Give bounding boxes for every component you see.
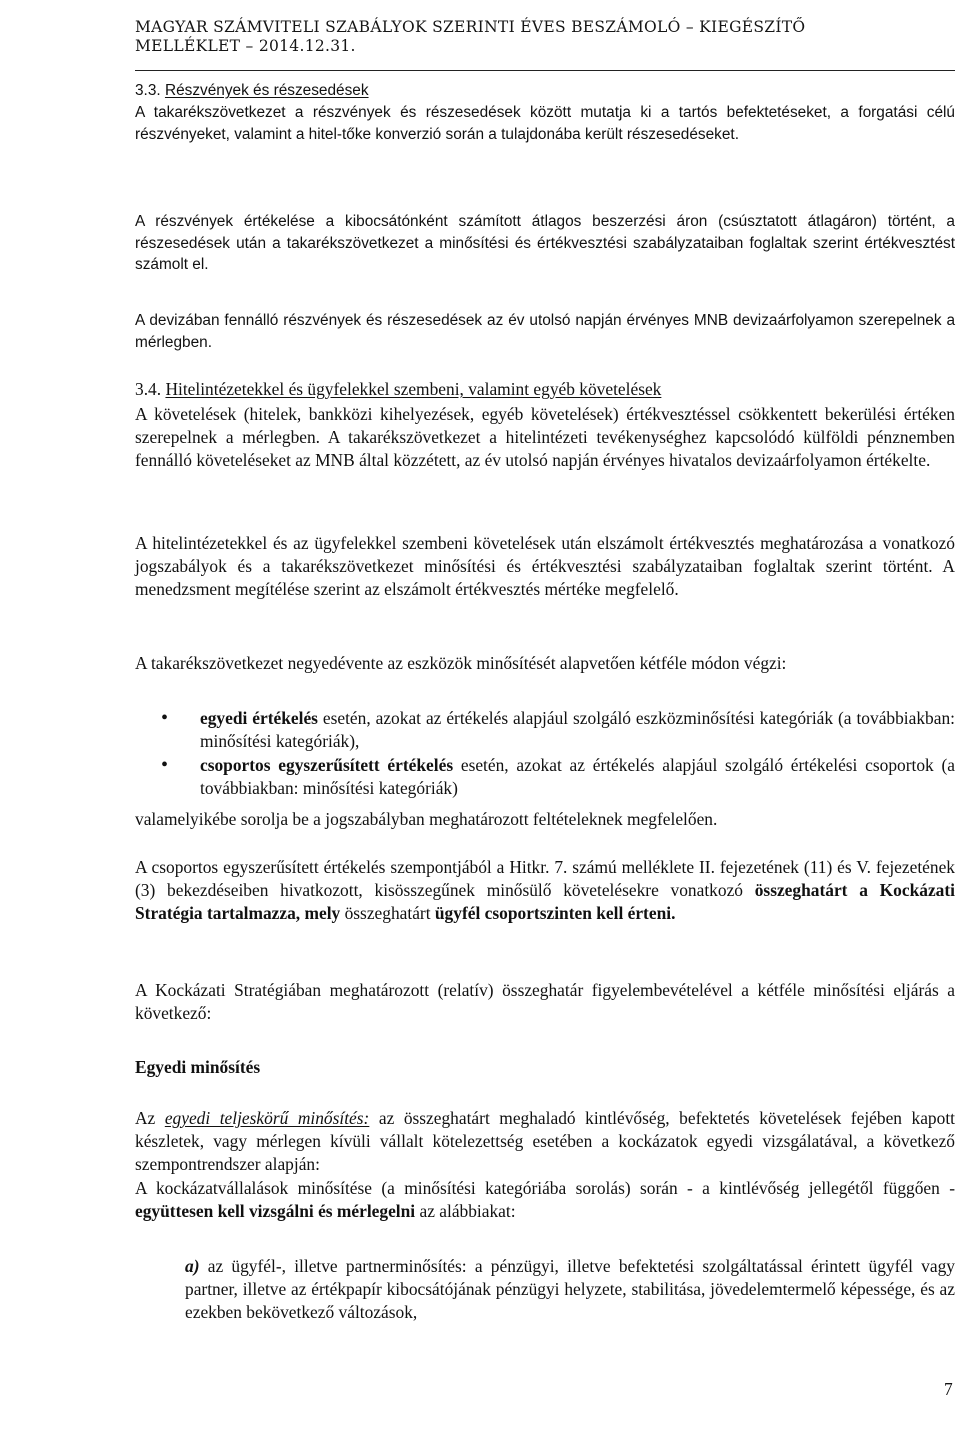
s34-after-list: valamelyikébe sorolja be a jogszabályban meghatározott feltételeknek megfelelően. [135,809,718,829]
section-3-3-heading [135,80,955,102]
section-number: 3.4. [135,379,162,399]
egyedi-minosites-heading: Egyedi minősítés [135,1057,261,1077]
s34-paragraph-3: A takarékszövetkezet negyedévente az eszközök minősítését alapvetően kétféle módon végzi: [135,653,787,673]
header-line-2: MELLÉKLET – 2014.12.31. [135,37,356,55]
list-item: • csoportos egyszerűsített értékelés esetén, azokat az értékelés alapjául szolgáló értékelési csoportok (a továbbiakban: minősítési kategóriák) [135,754,955,800]
s33-paragraph-3: A devizában fennálló részvények és részesedések az év utolsó napján érvényes MNB devizaárfolyamon szerepelnek a mérlegben. [135,312,955,351]
s33-paragraph-2: A részvények értékelése a kibocsátónként számított átlagos beszerzési áron (csúsztatott átlagáron) történt, a részesedések után a takarékszövetkezet a minősítési és értékvesztési szabályzataiban foglaltak szerint értékvesztést számolt el. [135,213,955,274]
item-a: a) az ügyfél-, illetve partnerminősítés: a pénzügyi, illetve befektetési szolgáltatással érintett ügyfél vagy partner, illetve az értékpapír kibocsátójának pénzügyi helyzete, stabilitása, jövedelemtermelő képessége, és az ezekben bekövetkező változások, [185,1256,955,1322]
s34-paragraph-2: A hitelintézetekkel és az ügyfelekkel szembeni követelések után elszámolt értékvesztés meghatározása a vonatkozó jogszabályok és a takarékszövetkezet minősítési és értékvesztési szabályzataiban foglaltak szerint történt. A menedzsment megítélése szerint az elszámolt értékvesztés mértéke megfelelő. [135,533,955,599]
s33-paragraph-1: A takarékszövetkezet a részvények és részesedések között mutatja ki a tartós befektetéseket, a forgatási célú részvényeket, valamint a hitel-tőke konverzió során a tulajdonába került részesedéseket. [135,104,955,143]
section-title: Hitelintézetekkel és ügyfelekkel szembeni, valamint egyéb követelések [165,379,662,399]
section-3-4-heading [135,378,955,401]
page-number: 7 [944,1379,953,1399]
section-title: Részvények és részesedések [164,82,369,99]
valuation-method-list [135,707,955,801]
s34-paragraph-1: A követelések (hitelek, bankközi kihelyezések, egyéb követelések) értékvesztéssel csökkentett bekerülési értéken szerepelnek a mérlegben. A takarékszövetkezet a hitelintézeti tevékenységhez kapcsolódó külföldi pénznemben fennálló követeléseket az MNB által közzétett, az év utolsó napján érvényes hivatalos devizaárfolyamon értékelte. [135,404,955,470]
report-header [135,18,925,56]
section-number: 3.3. [135,82,161,99]
header-line-1: MAGYAR SZÁMVITELI SZABÁLYOK SZERINTI ÉVES BESZÁMOLÓ – KIEGÉSZÍTŐ [135,18,806,36]
s34-paragraph-5: A Kockázati Stratégiában meghatározott (relatív) összeghatár figyelembevételével a kétféle minősítési eljárás a következő: [135,980,955,1023]
s34-paragraph-7: A kockázatvállalások minősítése (a minősítési kategóriába sorolás) során - a kintlévőség jellegétől függően - együttesen kell vizsgálni és mérlegelni az alábbiakat: [135,1178,955,1221]
s34-paragraph-6: Az egyedi teljeskörű minősítés: az összeghatárt meghaladó kintlévőség, befektetés követelések fejében kapott készletek, vagy mérlegen kívüli vállalt kötelezettség esetében a kockázatok egyedi vizsgálatával, a következő szempontrendszer alapján: [135,1108,955,1174]
header-rule [135,70,955,71]
list-item: • egyedi értékelés esetén, azokat az értékelés alapjául szolgáló eszközminősítési kategóriák (a továbbiakban: minősítési kategóriák), [135,707,955,753]
s34-paragraph-4: A csoportos egyszerűsített értékelés szempontjából a Hitkr. 7. számú melléklete II. fejezetének (11) és V. fejezetének (3) bekezdéseiben hivatkozott, kisösszegűnek minősülő követelésekre vonatkozó összeghatárt a Kockázati Stratégia tartalmazza, mely összeghatárt ügyfél csoportszinten kell érteni. [135,857,955,923]
